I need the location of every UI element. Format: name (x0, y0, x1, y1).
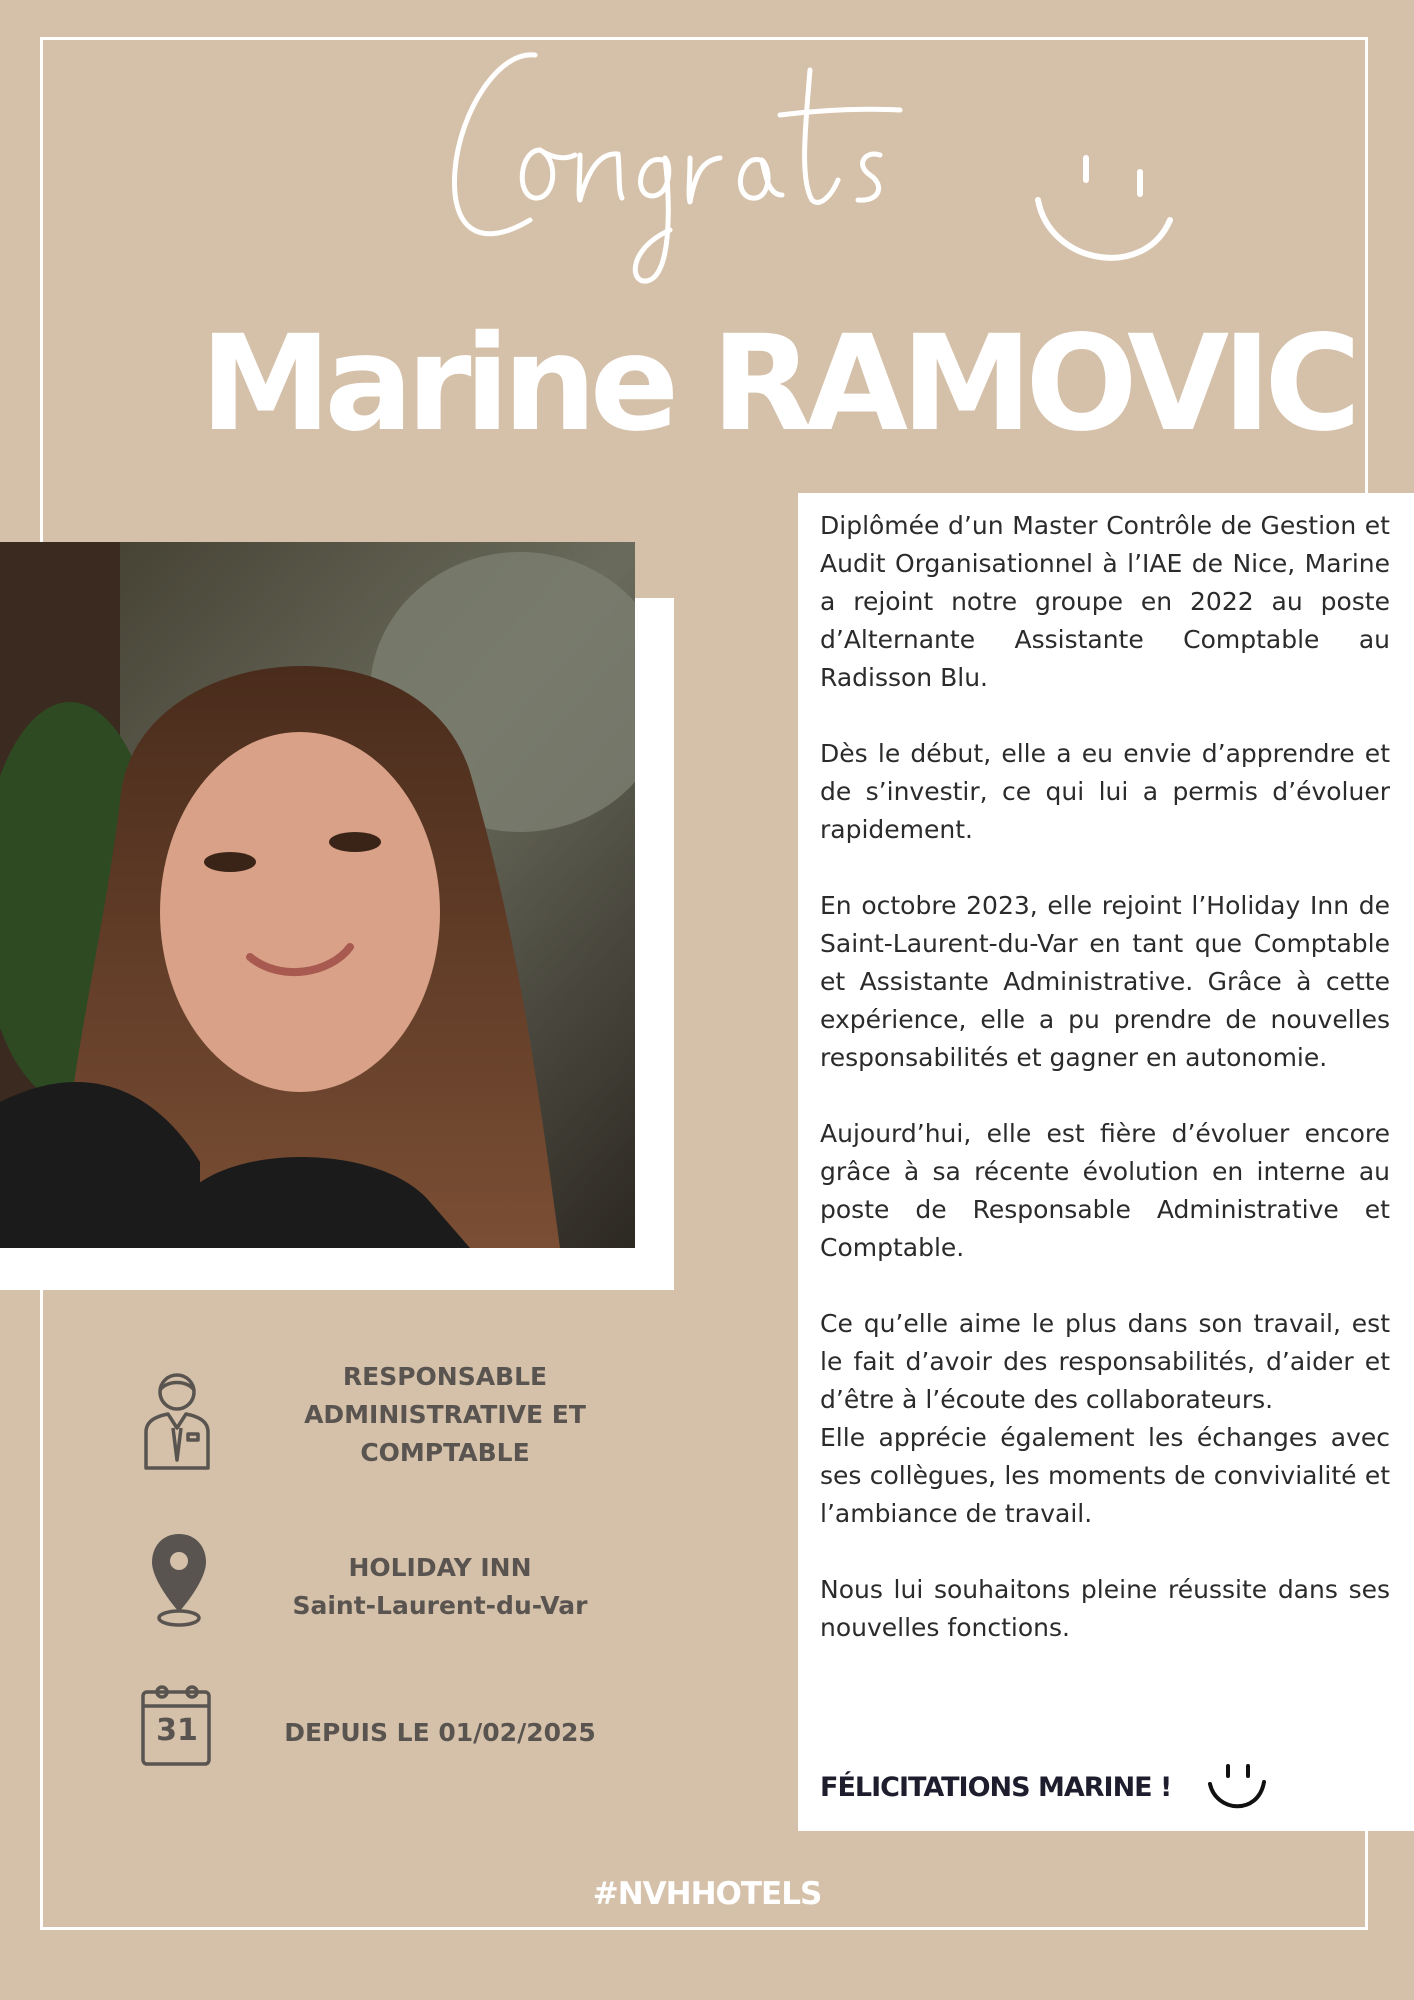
footer-hashtag: #NVHHOTELS (592, 1876, 822, 1912)
hotel-city: Saint-Laurent-du-Var (292, 1591, 588, 1620)
bio-paragraph: Dès le début, elle a eu envie d’apprendre et de s’investir, ce qui lui a permis d’évoluer rapidement. (820, 739, 1390, 844)
employee-name: Marine RAMOVIC (200, 307, 1355, 461)
job-title-line: COMPTABLE (360, 1438, 530, 1467)
bio-paragraph: Ce qu’elle aime le plus dans son travail, est le fait d’avoir des responsabilités, d’aider et d’être à l’écoute des collaborateurs. (820, 1309, 1390, 1414)
bio-paragraph: Diplômée d’un Master Contrôle de Gestion et Audit Organisationnel à l’IAE de Nice, Marine a rejoint notre groupe en 2022 au poste d’Alternante Assistante Comptable au Radisson Blu. (820, 511, 1390, 692)
smiley-icon (1030, 150, 1180, 270)
start-date: DEPUIS LE 01/02/2025 (284, 1718, 596, 1747)
job-title-line: RESPONSABLE (342, 1362, 548, 1391)
bio-paragraph: Elle apprécie également les échanges avec ses collègues, les moments de convivialité et l’ambiance de travail. (820, 1423, 1390, 1528)
hotel-location (270, 1549, 610, 1625)
calendar-day: 31 (156, 1713, 198, 1748)
bio-paragraph: En octobre 2023, elle rejoint l’Holiday Inn de Saint-Laurent-du-Var en tant que Comptable et Assistante Administrative. Grâce à cette expérience, elle a pu prendre de nouvelles responsabilités et gagner en autonomie. (820, 891, 1390, 1072)
job-title (285, 1358, 605, 1472)
bio-paragraph: Nous lui souhaitons pleine réussite dans ses nouvelles fonctions. (820, 1575, 1390, 1642)
smiley-icon (1206, 1762, 1268, 1814)
closing-message: FÉLICITATIONS MARINE ! (820, 1772, 1172, 1803)
job-title-line: ADMINISTRATIVE ET (304, 1400, 586, 1429)
biography-text (820, 507, 1390, 1685)
employee-icon (142, 1370, 212, 1470)
location-pin-icon (148, 1532, 210, 1628)
congrats-script-title (440, 30, 1000, 330)
hotel-name: HOLIDAY INN (348, 1553, 532, 1582)
bio-paragraph: Aujourd’hui, elle est fière d’évoluer encore grâce à sa récente évolution en interne au poste de Responsable Administrative et Comptable. (820, 1119, 1390, 1262)
employee-photo (0, 542, 635, 1248)
